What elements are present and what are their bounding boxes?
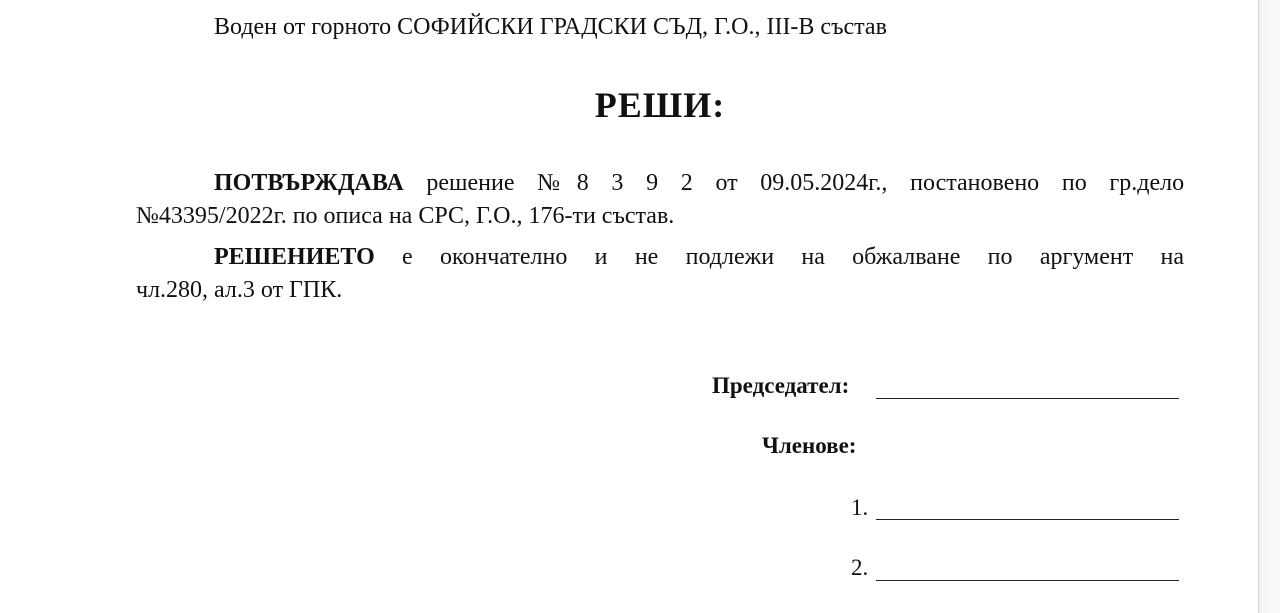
word-on: по: [1061, 170, 1087, 196]
finality-paragraph: [136, 241, 1184, 307]
finality-text: е окончателно и не подлежи на обжалване по аргумент на: [402, 244, 1184, 270]
intro-line: Воден от горното СОФИЙСКИ ГРАДСКИ СЪД, Г.О., III-В състав: [214, 14, 887, 40]
confirmation-paragraph: [136, 167, 1184, 233]
word-decision: решение: [426, 170, 515, 196]
word-case: гр.дело: [1109, 170, 1185, 196]
members-label: Членове:: [762, 433, 857, 458]
word-rendered: постановено: [910, 170, 1040, 196]
decision-keyword: РЕШЕНИЕТО: [214, 244, 375, 270]
finality-line-1: [136, 241, 1184, 274]
decision-date: 09.05.2024г.,: [760, 170, 888, 196]
member-1-signature-line: [876, 519, 1179, 520]
member-2-number: 2.: [851, 555, 869, 580]
word-from: от: [715, 170, 738, 196]
member-1-number: 1.: [851, 495, 869, 520]
chairman-signature-line: [876, 398, 1179, 399]
page-edge: [1258, 0, 1280, 613]
finality-line-2: чл.280, ал.3 от ГПК.: [136, 277, 343, 303]
confirmation-line-2: №43395/2022г. по описа на СРС, Г.О., 176-ти състав.: [136, 203, 675, 229]
confirms-keyword: ПОТВЪРЖДАВА: [214, 170, 404, 196]
confirmation-line-1: [136, 167, 1184, 200]
decision-number: №8 3 9 2: [537, 170, 693, 196]
member-2-signature-line: [876, 580, 1179, 581]
chairman-label: Председател:: [712, 373, 850, 398]
decision-heading: РЕШИ:: [594, 85, 726, 125]
